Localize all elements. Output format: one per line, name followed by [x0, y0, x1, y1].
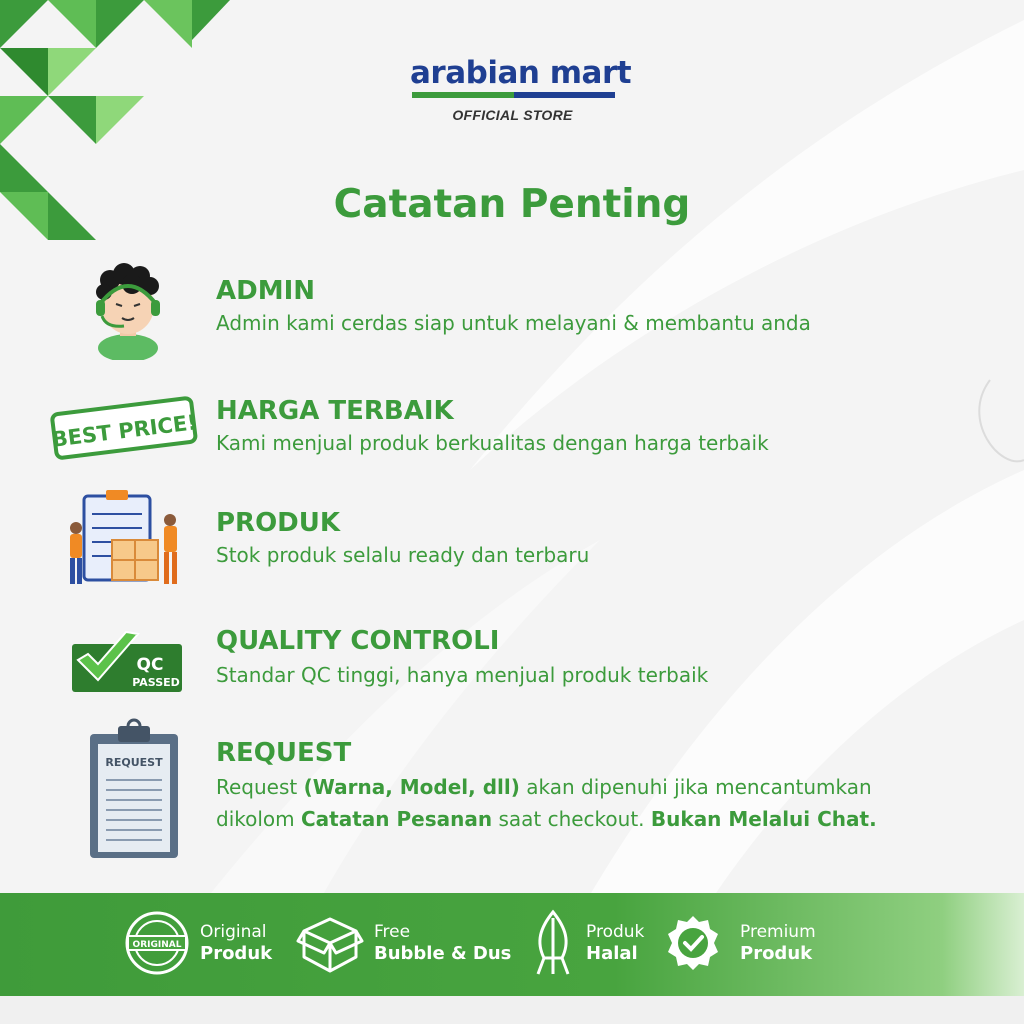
footer-badge-original	[124, 903, 272, 983]
item-description: Standar QC tinggi, hanya menjual produk terbaik	[216, 663, 709, 687]
request-clipboard-icon	[86, 718, 182, 862]
passed-text: PASSED	[132, 676, 180, 689]
item-description: Kami menjual produk berkualitas dengan harga terbaik	[216, 431, 769, 455]
footer-label-top: Original	[200, 922, 267, 942]
footer-label-bottom: Bubble & Dus	[374, 943, 512, 964]
footer-badge-free-packing	[296, 903, 511, 983]
stock-checklist-workers-icon	[62, 486, 188, 592]
footer-label-top: Produk	[586, 922, 645, 942]
footer-label-bottom: Produk	[740, 943, 813, 964]
best-price-stamp-icon	[48, 394, 200, 464]
footer-badge-halal	[530, 903, 644, 983]
page-title: Catatan Penting	[333, 182, 691, 227]
brand-logo	[410, 55, 632, 123]
request-label-text: REQUEST	[105, 756, 163, 769]
item-heading: PRODUK	[216, 508, 341, 538]
brand-subtitle: OFFICIAL STORE	[452, 107, 573, 123]
item-heading: HARGA TERBAIK	[216, 396, 454, 426]
footer-badge-premium	[664, 903, 816, 983]
footer-label-bottom: Produk	[200, 943, 273, 964]
item-heading: ADMIN	[216, 276, 316, 306]
item-description-line-1: Request (Warna, Model, dll) akan dipenuhi jika mencantumkan	[216, 775, 872, 799]
original-seal-icon	[124, 910, 190, 976]
footer-bottom-strip	[0, 996, 1024, 1024]
premium-check-badge-icon	[664, 914, 722, 972]
customer-service-agent-icon	[82, 260, 174, 360]
footer-label-top: Premium	[740, 922, 816, 942]
item-heading: QUALITY CONTROLI	[216, 626, 500, 656]
qc-text: QC	[136, 655, 164, 675]
halal-icon	[530, 908, 576, 978]
footer-label-bottom: Halal	[586, 943, 638, 964]
best-price-text: BEST PRICE!	[50, 410, 199, 452]
footer-banner	[0, 893, 1024, 996]
brand-underline	[412, 92, 615, 98]
item-description-line-2: dikolom Catatan Pesanan saat checkout. Bukan Melalui Chat.	[216, 807, 877, 831]
item-description: Stok produk selalu ready dan terbaru	[216, 543, 590, 567]
item-description: Admin kami cerdas siap untuk melayani & membantu anda	[216, 311, 811, 335]
svg-text:ORIGINAL: ORIGINAL	[132, 940, 182, 950]
box-icon	[296, 909, 364, 977]
brand-name: arabian mart	[410, 55, 632, 91]
footer-label-top: Free	[374, 922, 411, 942]
item-heading: REQUEST	[216, 738, 352, 768]
qc-passed-icon	[68, 630, 186, 696]
